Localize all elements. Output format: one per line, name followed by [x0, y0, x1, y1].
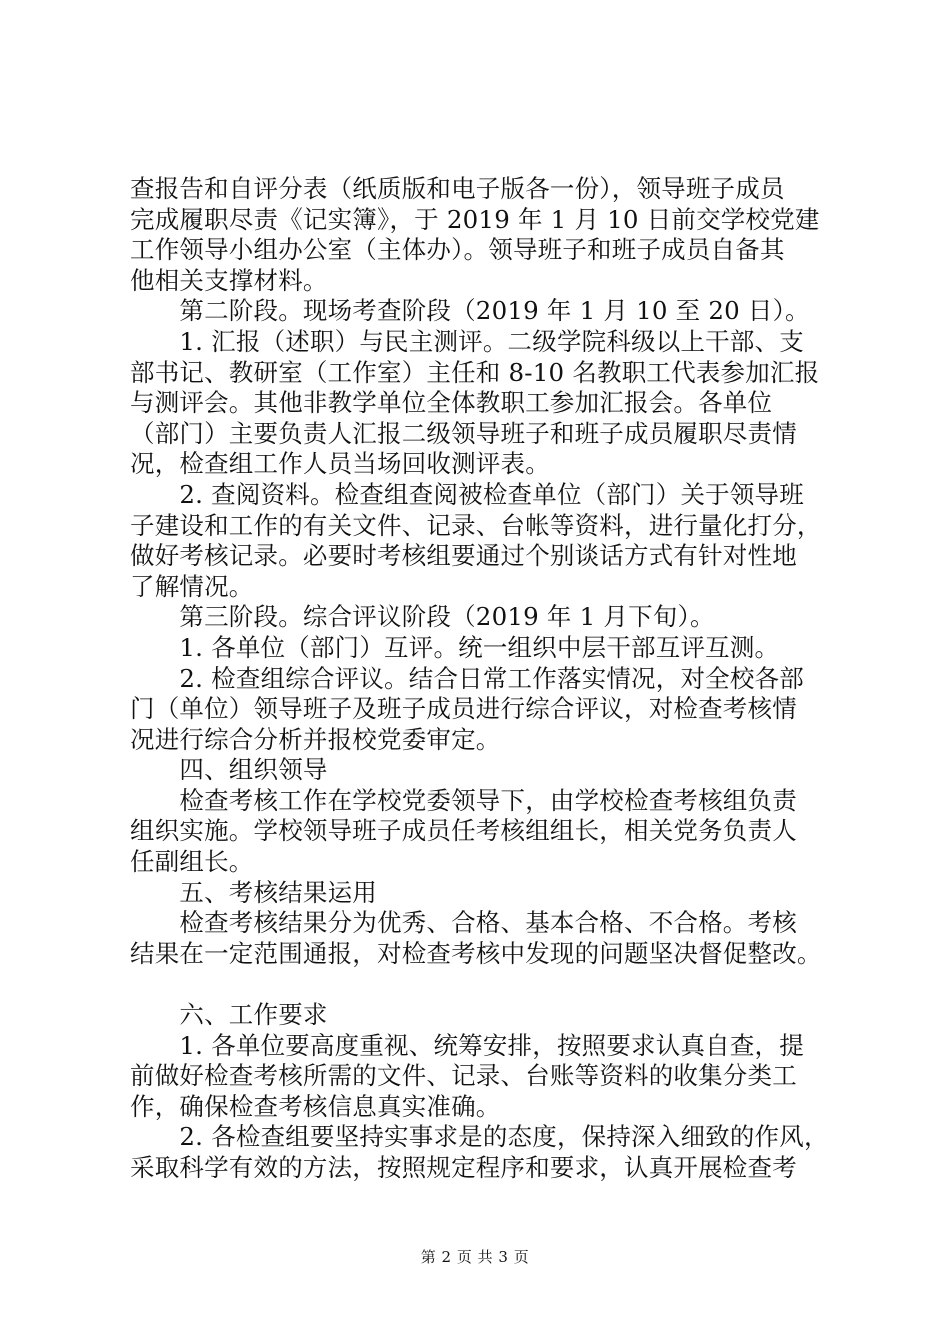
text-line: 查报告和自评分表（纸质版和电子版各一份），领导班子成员 — [130, 174, 785, 203]
text-line: 六、工作要求 — [130, 1000, 328, 1030]
blank-line — [130, 969, 850, 1000]
text-line: 2. 各检查组要坚持实事求是的态度，保持深入细致的作风， — [130, 1122, 829, 1152]
text-line: 部书记、教研室（工作室）主任和 8-10 名教职工代表参加汇报 — [130, 357, 820, 387]
text-line: 第三阶段。综合评议阶段（2019 年 1 月下旬）。 — [130, 602, 715, 632]
text-line: 第二阶段。现场考查阶段（2019 年 1 月 10 至 20 日）。 — [130, 296, 810, 326]
text-line: 门（单位）领导班子及班子成员进行综合评议，对检查考核情 — [130, 694, 797, 724]
text-line: 采取科学有效的方法，按照规定程序和要求，认真开展检查考 — [130, 1153, 797, 1182]
text-line: 工作领导小组办公室（主体办）。领导班子和班子成员自备其 — [130, 235, 785, 265]
text-line: （部门）主要负责人汇报二级领导班子和班子成员履职尽责情 — [130, 418, 797, 448]
text-line: 做好考核记录。必要时考核组要通过个别谈话方式有针对性地 — [130, 541, 797, 571]
text-line: 与测评会。其他非教学单位全体教职工参加汇报会。各单位 — [130, 388, 773, 418]
text-line: 结果在一定范围通报，对检查考核中发现的问题坚决督促整改。 — [130, 938, 822, 968]
text-line: 子建设和工作的有关文件、记录、台帐等资料，进行量化打分， — [130, 510, 822, 540]
document-body — [130, 174, 850, 1184]
text-line: 1. 各单位要高度重视、统筹安排，按照要求认真自查，提 — [130, 1030, 804, 1060]
text-line: 况，检查组工作人员当场回收测评表。 — [130, 449, 550, 479]
text-line: 前做好检查考核所需的文件、记录、台账等资料的收集分类工 — [130, 1061, 797, 1091]
text-line: 任副组长。 — [130, 847, 254, 877]
text-line: 检查考核工作在学校党委领导下，由学校检查考核组负责 — [130, 785, 797, 815]
text-line: 四、组织领导 — [130, 755, 328, 785]
text-line: 了解情况。 — [130, 571, 254, 601]
text-line: 五、考核结果运用 — [130, 877, 377, 907]
text-line: 2. 查阅资料。检查组查阅被检查单位（部门）关于领导班 — [130, 479, 804, 509]
text-line: 作，确保检查考核信息真实准确。 — [130, 1091, 501, 1121]
text-line: 完成履职尽责《记实簿》，于 2019 年 1 月 10 日前交学校党建 — [130, 204, 820, 234]
text-line: 检查考核结果分为优秀、合格、基本合格、不合格。考核 — [130, 908, 797, 938]
text-line: 1. 汇报（述职）与民主测评。二级学院科级以上干部、支 — [130, 326, 804, 356]
text-line: 1. 各单位（部门）互评。统一组织中层干部互评互测。 — [130, 632, 780, 662]
text-line: 他相关支撑材料。 — [130, 265, 328, 295]
text-line: 况进行综合分析并报校党委审定。 — [130, 724, 501, 754]
page-number-footer: 第 2 页 共 3 页 — [420, 1248, 530, 1266]
text-line: 2. 检查组综合评议。结合日常工作落实情况，对全校各部 — [130, 663, 804, 693]
text-line: 组织实施。学校领导班子成员任考核组组长，相关党务负责人 — [130, 816, 797, 846]
